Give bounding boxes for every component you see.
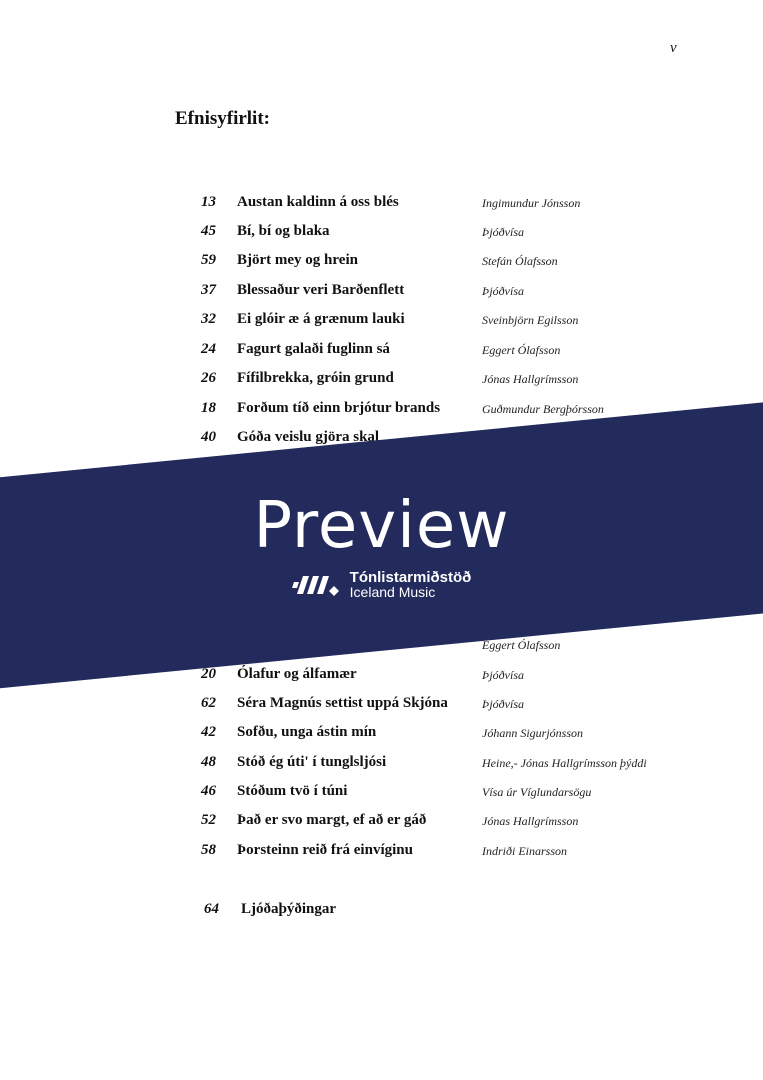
toc-title: Fífilbrekka, gróin grund bbox=[237, 370, 394, 386]
toc-row bbox=[0, 750, 763, 774]
toc-page-number: 24 bbox=[201, 341, 216, 357]
toc-title: Séra Magnús settist uppá Skjóna bbox=[237, 695, 448, 711]
toc-row bbox=[0, 779, 763, 803]
toc-row bbox=[0, 720, 763, 744]
toc-page-number: 45 bbox=[201, 223, 216, 239]
brand-lockup bbox=[292, 570, 472, 600]
toc-page-number: 40 bbox=[201, 429, 216, 445]
toc-row bbox=[0, 838, 763, 862]
toc-page-number: 46 bbox=[201, 783, 216, 799]
toc-page-number: 62 bbox=[201, 695, 216, 711]
toc-row bbox=[0, 691, 763, 715]
toc-title: Stóðum tvö í túni bbox=[237, 783, 348, 799]
toc-row bbox=[0, 190, 763, 214]
toc-page-number: 13 bbox=[201, 194, 216, 210]
toc-row bbox=[0, 337, 763, 361]
toc-author: Eggert Ólafsson bbox=[482, 343, 561, 357]
toc-row bbox=[0, 278, 763, 302]
toc-author: Vísa úr Víglundarsögu bbox=[482, 785, 592, 799]
toc-title: Ei glóir æ á grænum lauki bbox=[237, 311, 405, 327]
toc-title: Bí, bí og blaka bbox=[237, 223, 330, 239]
iceland-music-logo-icon bbox=[292, 572, 342, 598]
toc-author: Þjóðvísa bbox=[482, 697, 524, 711]
toc-author: Jóhann Sigurjónsson bbox=[482, 726, 584, 740]
toc-author: Sveinbjörn Egilsson bbox=[482, 313, 579, 327]
toc-author: Eggert Ólafsson bbox=[482, 638, 561, 652]
toc-page-number: 48 bbox=[201, 754, 216, 770]
toc-title: Fagurt galaði fuglinn sá bbox=[237, 341, 390, 357]
toc-row bbox=[0, 808, 763, 832]
page-number: v bbox=[670, 40, 677, 56]
toc-author: Heine,- Jónas Hallgrímsson þýddi bbox=[482, 756, 647, 770]
toc-title: Góða veislu gjöra skal bbox=[237, 429, 380, 445]
toc-heading: Efnisyfirlit: bbox=[175, 108, 270, 129]
toc-title: Þorsteinn reið frá einvíginu bbox=[237, 842, 413, 858]
toc-title: Það er svo margt, ef að er gáð bbox=[237, 812, 427, 828]
brand-subtitle: Iceland Music bbox=[349, 584, 436, 600]
toc-title: Ólafur og álfamær bbox=[237, 666, 357, 682]
toc-author: Guðmundur Bergþórsson bbox=[482, 402, 604, 416]
toc-page-number: 42 bbox=[201, 724, 216, 740]
toc-row bbox=[0, 366, 763, 390]
toc-author: Þjóðvísa bbox=[482, 225, 524, 239]
toc-row bbox=[0, 219, 763, 243]
toc-author: Ingimundur Jónsson bbox=[482, 196, 581, 210]
toc-page-number: 26 bbox=[201, 370, 216, 386]
toc-author: Indriði Einarsson bbox=[482, 844, 568, 858]
toc-page-number: 64 bbox=[204, 901, 219, 917]
toc-author: Stefán Ólafsson bbox=[482, 254, 558, 268]
toc-row bbox=[0, 307, 763, 331]
toc-page-number: 32 bbox=[201, 311, 216, 327]
toc-title: Sofðu, unga ástin mín bbox=[237, 724, 377, 740]
toc-title: Björt mey og hrein bbox=[237, 252, 358, 268]
toc-page-number: 58 bbox=[201, 842, 216, 858]
toc-title: Austan kaldinn á oss blés bbox=[237, 194, 399, 210]
toc-author: Þjóðvísa bbox=[482, 284, 524, 298]
preview-watermark bbox=[0, 488, 763, 603]
toc-page-number: 59 bbox=[201, 252, 216, 268]
toc-title: Ljóðaþýðingar bbox=[241, 901, 337, 917]
toc-author: Jónas Hallgrímsson bbox=[482, 372, 579, 386]
toc-author: Jónas Hallgrímsson bbox=[482, 814, 579, 828]
toc-title: Stóð ég úti' í tunglsljósi bbox=[237, 754, 387, 770]
toc-author: Þjóðvísa bbox=[482, 668, 524, 682]
brand-name: Tónlistarmiðstöð bbox=[349, 569, 472, 586]
toc-page-number: 52 bbox=[201, 812, 216, 828]
preview-word: Preview bbox=[253, 489, 510, 563]
toc-page-number: 20 bbox=[201, 666, 216, 682]
toc-row-final bbox=[0, 897, 763, 921]
toc-page-number: 18 bbox=[201, 400, 216, 416]
toc-title: Blessaður veri Barðenflett bbox=[237, 282, 405, 298]
toc-page-number: 37 bbox=[201, 282, 216, 298]
toc-title: Forðum tíð einn brjótur brands bbox=[237, 400, 441, 416]
toc-row bbox=[0, 248, 763, 272]
brand-text bbox=[350, 570, 472, 600]
